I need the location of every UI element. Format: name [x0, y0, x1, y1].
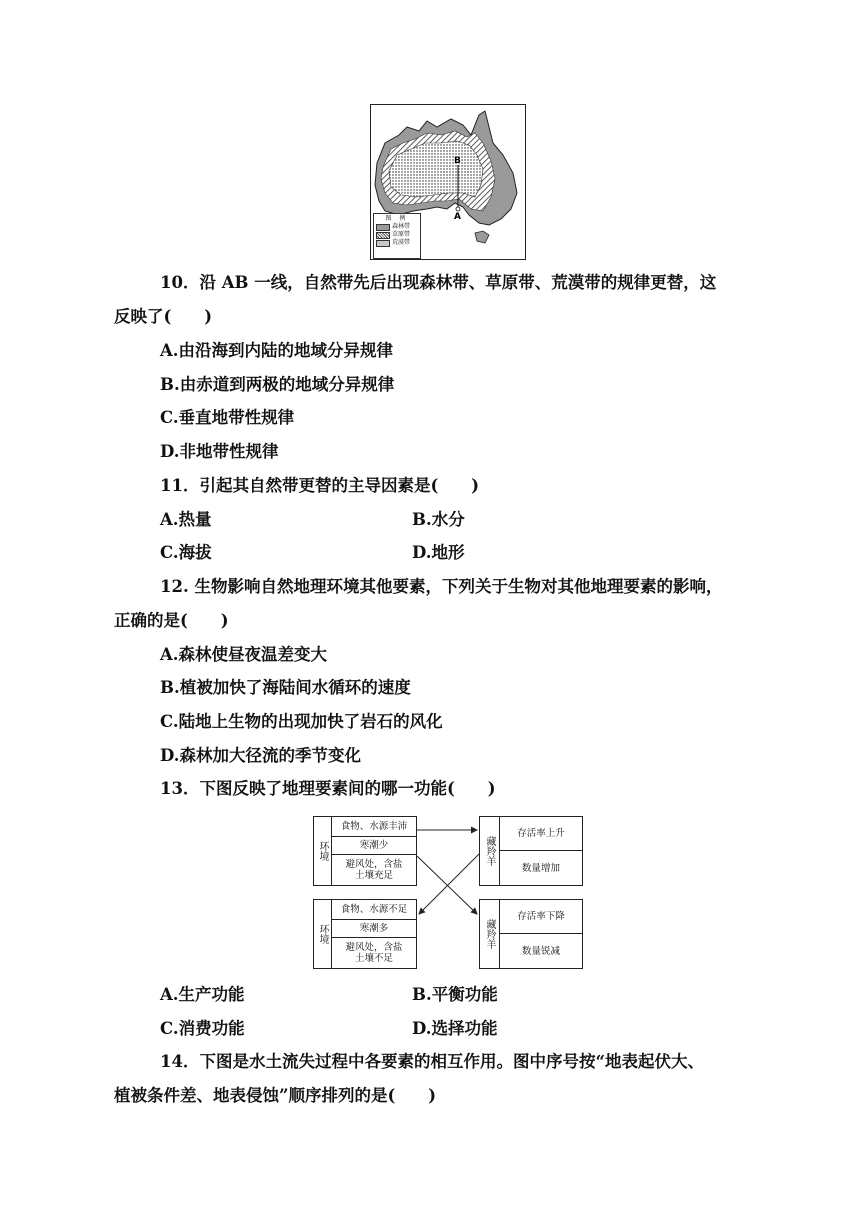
q13-option-b[interactable]: B.平衡功能	[412, 985, 498, 1004]
q10-option-a[interactable]: A.由沿海到内陆的地域分异规律	[160, 341, 394, 360]
q13-option-d[interactable]: D.选择功能	[412, 1019, 498, 1038]
q12-option-d[interactable]: D.森林加大径流的季节变化	[160, 746, 361, 765]
q10-stem: 10．沿 AB 一线，自然带先后出现森林带、草原带、荒漠带的规律更替，这	[160, 273, 717, 292]
env-cell: 食物、水源丰沛	[332, 817, 416, 837]
legend-title: 图 例	[385, 215, 409, 222]
q10-option-c[interactable]: C.垂直地带性规律	[160, 408, 295, 427]
q12-stem: 12. 生物影响自然地理环境其他要素，下列关于生物对其他地理要素的影响，	[160, 577, 723, 596]
forest-swatch	[376, 224, 390, 231]
q10-option-b[interactable]: B.由赤道到两极的地域分异规律	[160, 375, 395, 394]
q12-option-c[interactable]: C.陆地上生物的出现加快了岩石的风化	[160, 712, 443, 731]
q11-option-d[interactable]: D.地形	[412, 543, 465, 562]
animal-label: 藏羚羊	[480, 817, 500, 885]
legend-label: 荒漠带	[392, 239, 411, 246]
desert-swatch	[376, 240, 390, 247]
result-cell: 数量增加	[521, 862, 560, 874]
env-cell: 避风处，含盐 土壤充足	[345, 859, 403, 881]
antelope-environment-diagram	[311, 814, 585, 971]
animal-label: 藏羚羊	[480, 900, 500, 968]
grassland-swatch	[376, 232, 390, 239]
arrow	[419, 854, 479, 914]
map-legend	[373, 213, 421, 259]
q11-option-b[interactable]: B.水分	[412, 510, 465, 529]
relation-arrows	[311, 814, 585, 971]
legend-label: 森林带	[392, 223, 411, 230]
legend-label: 草原带	[392, 231, 411, 238]
q11-option-c[interactable]: C.海拔	[160, 543, 212, 562]
env-cell: 避风处，含盐 土壤不足	[345, 942, 403, 964]
legend-item-forest	[374, 223, 420, 231]
env-label: 环境	[314, 900, 332, 968]
env-label: 环境	[314, 817, 332, 885]
q12-stem-cont: 正确的是( )	[114, 611, 229, 630]
q12-option-b[interactable]: B.植被加快了海陆间水循环的速度	[160, 678, 411, 697]
australia-natural-zone-map	[370, 104, 526, 260]
q11-option-a[interactable]: A.热量	[160, 510, 212, 529]
q13-option-a[interactable]: A.生产功能	[160, 985, 245, 1004]
q13-option-c[interactable]: C.消费功能	[160, 1019, 245, 1038]
result-cell: 存活率下降	[500, 900, 582, 934]
q14-stem: 14．下图是水土流失过程中各要素的相互作用。图中序号按“地表起伏大、	[160, 1052, 704, 1071]
q10-stem-cont: 反映了( )	[114, 307, 213, 326]
env-cell: 寒潮多	[332, 920, 416, 938]
q12-option-a[interactable]: A.森林使昼夜温差变大	[160, 645, 328, 664]
q10-option-d[interactable]: D.非地带性规律	[160, 442, 279, 461]
result-cell: 存活率上升	[500, 817, 582, 851]
legend-item-grassland	[374, 231, 420, 239]
q14-stem-cont: 植被条件差、地表侵蚀”顺序排列的是( )	[114, 1086, 437, 1105]
q11-stem: 11．引起其自然带更替的主导因素是( )	[160, 476, 480, 495]
env-cell: 寒潮少	[332, 837, 416, 855]
result-cell: 数量锐减	[521, 945, 560, 957]
tasmania	[475, 231, 489, 243]
q13-stem: 13．下图反映了地理要素间的哪一功能( )	[160, 779, 496, 798]
label-b: B	[454, 156, 461, 166]
label-a: A	[454, 212, 461, 222]
legend-item-desert	[374, 239, 420, 247]
env-cell: 食物、水源不足	[332, 900, 416, 920]
